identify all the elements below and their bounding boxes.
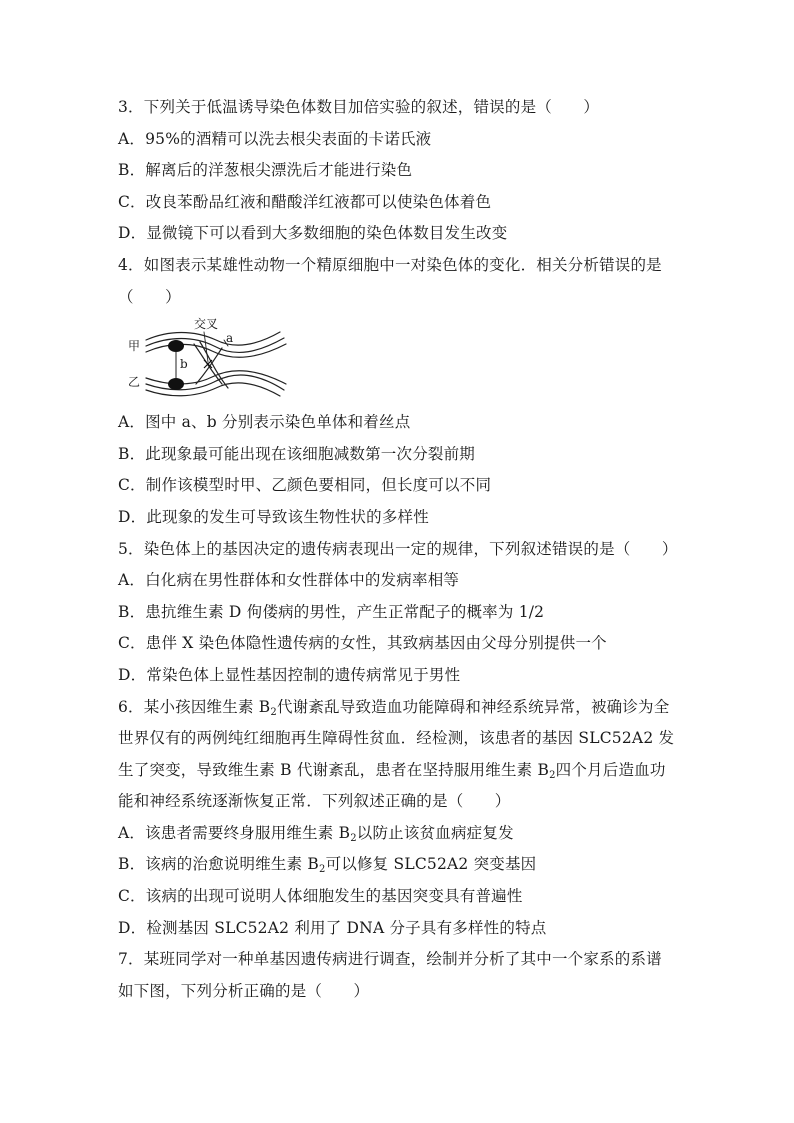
q5-option-b: B．患抗维生素 D 佝偻病的男性，产生正常配子的概率为 1/2 xyxy=(118,602,545,621)
q6-stem-line1 xyxy=(118,697,688,717)
q6-l1a: 6．某小孩因维生素 B xyxy=(118,697,271,716)
q6-stem-line3 xyxy=(118,760,688,780)
q3-option-b: B．解离后的洋葱根尖漂洗后才能进行染色 xyxy=(118,161,413,180)
figure-label-jia: 甲 xyxy=(128,339,141,354)
q6-l1b: 代谢紊乱导致造血功能障碍和神经系统异常，被确诊为全 xyxy=(276,697,670,716)
q5-option-d: D．常染色体上显性基因控制的遗传病常见于男性 xyxy=(118,665,461,684)
q3-option-d: D．显微镜下可以看到大多数细胞的染色体数目发生改变 xyxy=(118,224,508,243)
q5-stem: 5．染色体上的基因决定的遗传病表现出一定的规律，下列叙述错误的是（ ） xyxy=(118,539,678,558)
figure-label-yi: 乙 xyxy=(128,375,141,390)
q7-stem-line2: 如下图，下列分析正确的是（ ） xyxy=(118,981,370,1000)
q6-optB-subscript: 2 xyxy=(319,864,326,876)
q5-option-a: A．白化病在男性群体和女性群体中的发病率相等 xyxy=(118,571,460,590)
q6-option-b xyxy=(118,854,688,874)
q5-option-c: C．患伴 X 染色体隐性遗传病的女性，其致病基因由父母分别提供一个 xyxy=(118,634,607,653)
q3-stem: 3．下列关于低温诱导染色体数目加倍实验的叙述，错误的是（ ） xyxy=(118,98,600,116)
q6-stem-line2: 世界仅有的两例纯红细胞再生障碍性贫血．经检测，该患者的基因 SLC52A2 发 xyxy=(118,729,675,748)
q6-l1-subscript: 2 xyxy=(270,706,277,718)
q6-optB-b: 可以修复 SLC52A2 突变基因 xyxy=(325,855,537,874)
q7-stem-line1: 7．某班同学对一种单基因遗传病进行调查，绘制并分析了其中一个家系的系谱 xyxy=(118,950,662,969)
q6-optA-a: A．该患者需要终身服用维生素 B xyxy=(118,823,351,842)
figure-label-cross: 交叉 xyxy=(194,317,219,332)
q6-stem-line4: 能和神经系统逐渐恢复正常．下列叙述正确的是（ ） xyxy=(118,792,511,811)
q6-optA-subscript: 2 xyxy=(350,832,357,844)
chromosome-crossover-figure xyxy=(124,318,294,398)
figure-label-a: a xyxy=(226,331,234,346)
q4-option-b: B．此现象最可能出现在该细胞减数第一次分裂前期 xyxy=(118,444,475,463)
q3-option-c: C．改良苯酚品红液和醋酸洋红液都可以使染色体着色 xyxy=(118,192,492,211)
question-list xyxy=(118,97,688,1012)
q6-option-c: C．该病的出现可说明人体细胞发生的基因突变具有普遍性 xyxy=(118,887,523,906)
q3-option-a: A．95%的酒精可以洗去根尖表面的卡诺氏液 xyxy=(118,129,432,148)
figure-label-b: b xyxy=(180,357,188,372)
q6-optA-b: 以防止该贫血病症复发 xyxy=(356,823,514,842)
q6-l3a: 生了突变，导致维生素 B 代谢紊乱，患者在坚持服用维生素 B xyxy=(118,760,550,779)
q6-option-d: D．检测基因 SLC52A2 利用了 DNA 分子具有多样性的特点 xyxy=(118,918,547,937)
q4-stem-line1: 4．如图表示某雄性动物一个精原细胞中一对染色体的变化．相关分析错误的是 xyxy=(118,255,662,274)
q4-option-d: D．此现象的发生可导致该生物性状的多样性 xyxy=(118,507,429,526)
q6-option-a xyxy=(118,823,688,843)
q6-l3-subscript: 2 xyxy=(549,769,556,781)
q6-l3b: 四个月后造血功 xyxy=(555,760,666,779)
q4-option-a: A．图中 a、b 分别表示染色单体和着丝点 xyxy=(118,413,411,432)
q4-option-c: C．制作该模型时甲、乙颜色要相同，但长度可以不同 xyxy=(118,476,492,495)
q4-stem-line2: （ ） xyxy=(118,287,181,306)
q6-optB-a: B．该病的治愈说明维生素 B xyxy=(118,855,320,874)
